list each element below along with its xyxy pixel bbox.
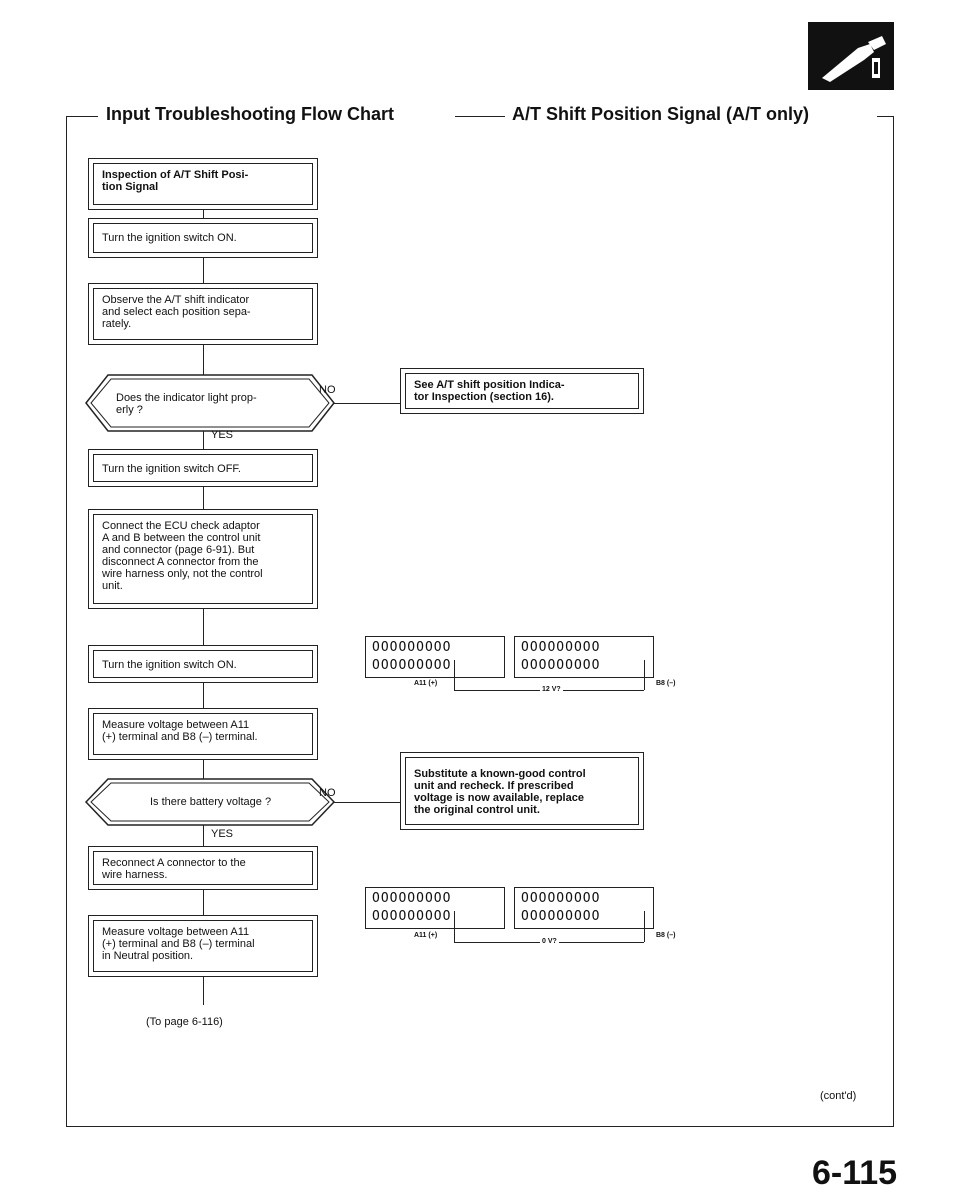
step-connect-adaptor: Connect the ECU check adaptor A and B between the control unit and connector (page 6-91). But disconnect A connector from the wire harness only, not the control unit. xyxy=(88,509,318,609)
fuel-injector-icon xyxy=(808,22,894,90)
connector-a: OOOOOOOOO OOOOOOOOO xyxy=(365,636,505,678)
step-inspection-title: Inspection of A/T Shift Posi- tion Signal xyxy=(88,158,318,210)
page-number: 6-115 xyxy=(812,1154,898,1192)
step-ignition-off: Turn the ignition switch OFF. xyxy=(88,449,318,487)
result-substitute-control-unit: Substitute a known-good control unit and recheck. If prescribed voltage is now available, replace the original control unit. xyxy=(400,752,644,830)
voltage-0v: 0 V? xyxy=(542,938,557,945)
b8-label: B8 (–) xyxy=(656,680,676,687)
step-observe-indicator: Observe the A/T shift indicator and select each position sepa- rately. xyxy=(88,283,318,345)
connector-a-2: OOOOOOOOO OOOOOOOOO xyxy=(365,887,505,929)
b8-label-2: B8 (–) xyxy=(656,932,676,939)
step-ignition-on: Turn the ignition switch ON. xyxy=(88,218,318,258)
connector-b-2: OOOOOOOOO OOOOOOOOO xyxy=(514,887,654,929)
voltage-12v: 12 V? xyxy=(542,686,561,693)
a11-label: A11 (+) xyxy=(414,680,438,687)
decision-indicator-text: Does the indicator light prop- erly ? xyxy=(116,392,257,416)
a11-label-2: A11 (+) xyxy=(414,932,438,939)
to-page-note: (To page 6-116) xyxy=(146,1016,223,1028)
no-label: NO xyxy=(319,384,336,396)
yes-label: YES xyxy=(211,429,234,441)
continued-note: (cont'd) xyxy=(820,1090,857,1102)
connector-b: OOOOOOOOO OOOOOOOOO xyxy=(514,636,654,678)
step-ignition-on-2: Turn the ignition switch ON. xyxy=(88,645,318,683)
page-subtitle: A/T Shift Position Signal (A/T only) xyxy=(512,104,809,124)
step-measure-neutral: Measure voltage between A11 (+) terminal and B8 (–) terminal in Neutral position. xyxy=(88,915,318,977)
decision-battery-text: Is there battery voltage ? xyxy=(150,796,272,808)
yes-label-2: YES xyxy=(211,828,234,840)
result-indicator-inspection: See A/T shift position Indica- tor Inspection (section 16). xyxy=(400,368,644,414)
section-logo xyxy=(808,22,894,90)
page-title: Input Troubleshooting Flow Chart xyxy=(106,104,394,124)
step-measure-voltage: Measure voltage between A11 (+) terminal and B8 (–) terminal. xyxy=(88,708,318,760)
step-reconnect: Reconnect A connector to the wire harness. xyxy=(88,846,318,890)
no-label-2: NO xyxy=(319,787,336,799)
